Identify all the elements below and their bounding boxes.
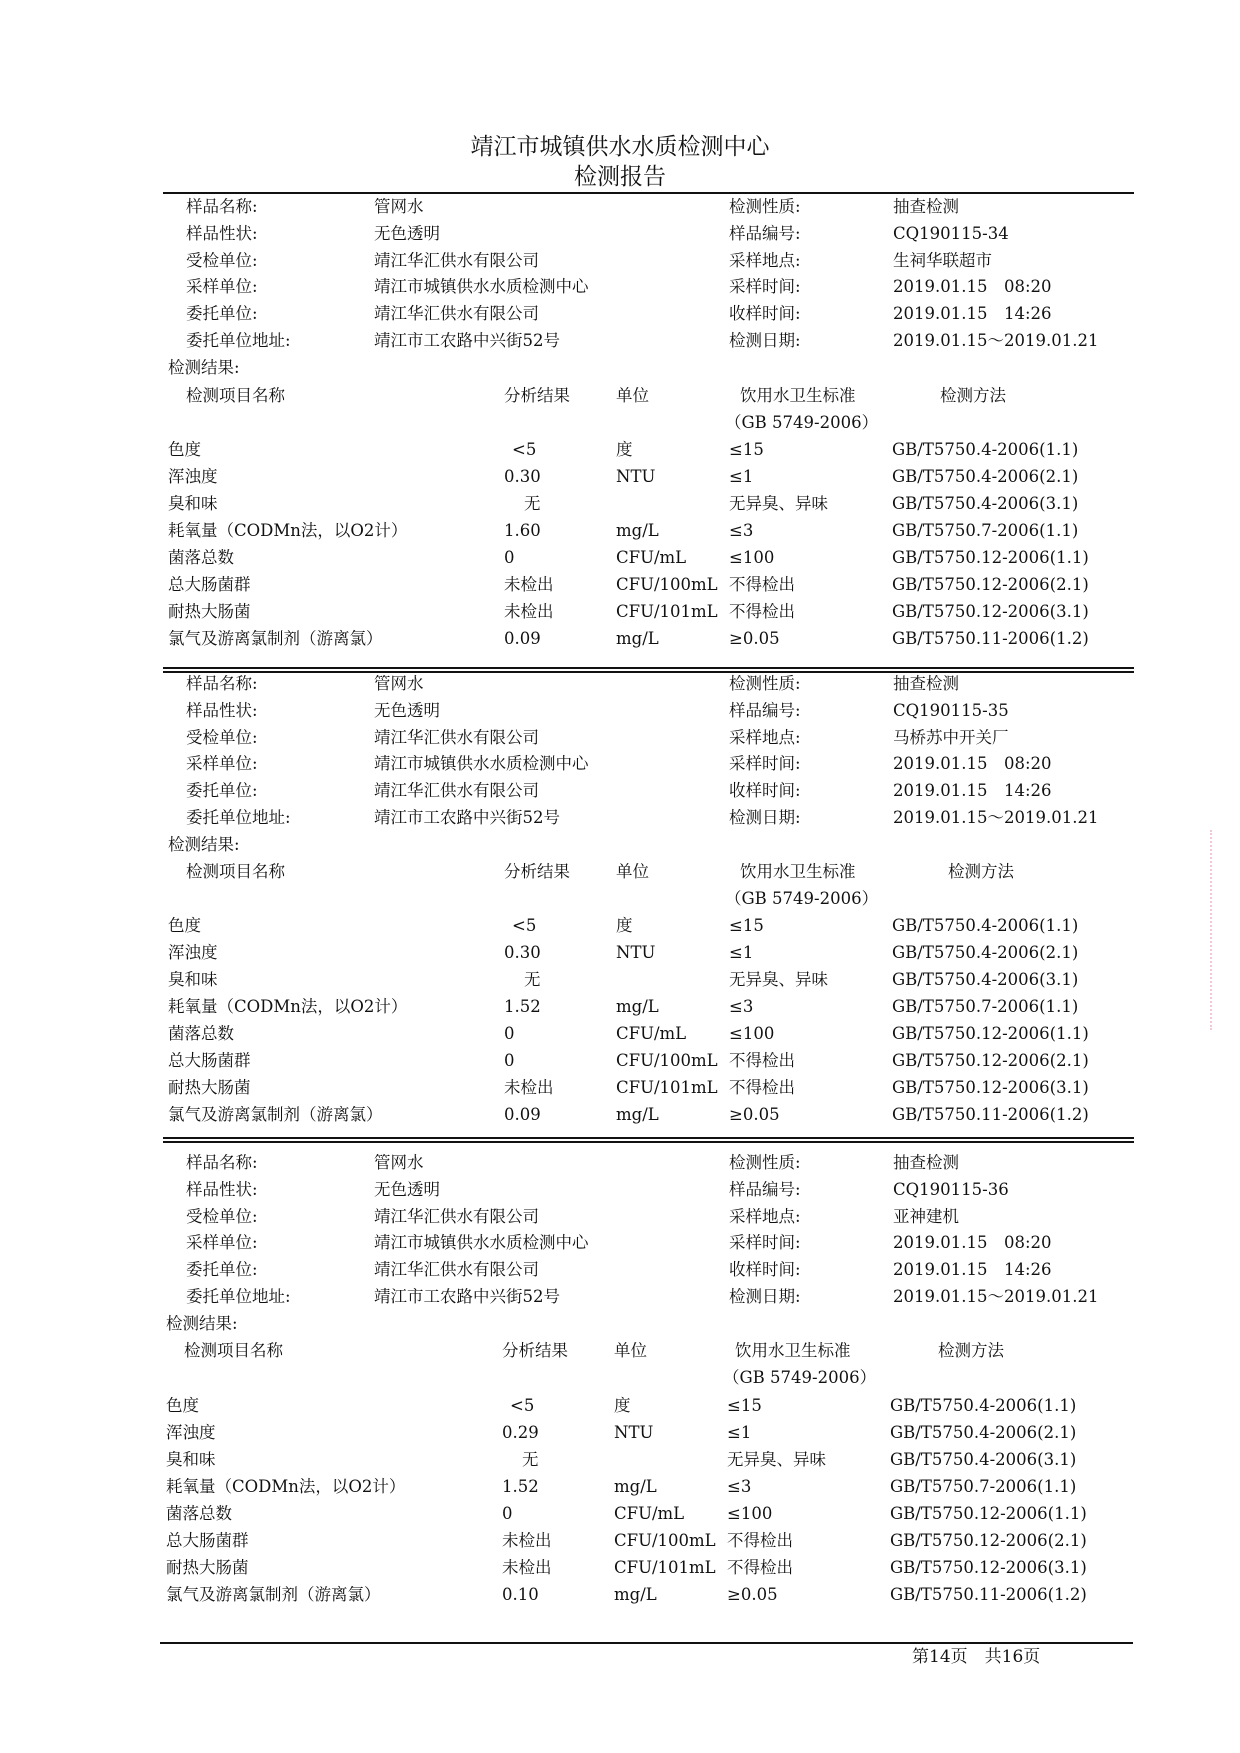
test-date-value: 2019.01.15～2019.01.21 xyxy=(893,808,1099,827)
client-address-value: 靖江市工农路中兴街52号 xyxy=(374,808,560,827)
row-standard: 不得检出 xyxy=(729,1078,795,1097)
inspected-unit-label: 受检单位: xyxy=(186,728,258,747)
inspected-unit-value: 靖江华汇供水有限公司 xyxy=(374,1207,539,1226)
inspected-unit-label: 受检单位: xyxy=(186,1207,258,1226)
receive-time-label: 收样时间: xyxy=(729,304,801,323)
row-method: GB/T5750.7-2006(1.1) xyxy=(892,521,1079,540)
row-unit: CFU/mL xyxy=(616,548,687,567)
sample-no-value: CQ190115-34 xyxy=(893,224,1009,243)
client-address-label: 委托单位地址: xyxy=(186,808,291,827)
row-result: 1.52 xyxy=(504,997,541,1016)
row-unit: CFU/101mL xyxy=(616,1078,718,1097)
row-standard: ≤15 xyxy=(729,440,764,459)
row-standard: 不得检出 xyxy=(727,1558,793,1577)
sample-no-label: 样品编号: xyxy=(729,224,801,243)
col-result-header: 分析结果 xyxy=(504,386,570,405)
page-number: 第14页 共16页 xyxy=(912,1647,1041,1667)
sampling-site-label: 采样地点: xyxy=(729,1207,801,1226)
report-title: 检测报告 xyxy=(574,164,666,190)
col-unit-header: 单位 xyxy=(616,386,649,405)
row-item: 浑浊度 xyxy=(168,943,218,962)
client-unit-value: 靖江华汇供水有限公司 xyxy=(374,1260,539,1279)
row-standard: ≥0.05 xyxy=(727,1585,778,1604)
col-method-header: 检测方法 xyxy=(940,386,1006,405)
row-result: 0 xyxy=(504,1051,515,1070)
row-result: 未检出 xyxy=(504,602,554,621)
results-label: 检测结果: xyxy=(168,835,240,854)
row-item: 总大肠菌群 xyxy=(168,1051,251,1070)
report-org-title: 靖江市城镇供水水质检测中心 xyxy=(470,134,770,160)
client-address-label: 委托单位地址: xyxy=(186,1287,291,1306)
row-standard: 无异臭、异味 xyxy=(729,494,828,513)
row-standard: ≤3 xyxy=(729,997,754,1016)
row-method: GB/T5750.12-2006(1.1) xyxy=(892,1024,1089,1043)
row-result: 0 xyxy=(504,1024,515,1043)
row-result: 0.09 xyxy=(504,629,541,648)
col-item-header: 检测项目名称 xyxy=(186,386,285,405)
sampling-unit-value: 靖江市城镇供水水质检测中心 xyxy=(374,277,589,296)
test-date-label: 检测日期: xyxy=(729,1287,801,1306)
row-method: GB/T5750.7-2006(1.1) xyxy=(892,997,1079,1016)
row-method: GB/T5750.11-2006(1.2) xyxy=(890,1585,1087,1604)
row-method: GB/T5750.12-2006(1.1) xyxy=(892,548,1089,567)
row-item: 氯气及游离氯制剂（游离氯） xyxy=(168,1105,383,1124)
row-unit: NTU xyxy=(614,1423,654,1442)
sample-name-label: 样品名称: xyxy=(186,674,258,693)
sample-no-label: 样品编号: xyxy=(729,701,801,720)
row-standard: 不得检出 xyxy=(729,602,795,621)
sampling-time-label: 采样时间: xyxy=(729,754,801,773)
row-item: 色度 xyxy=(168,916,201,935)
row-item: 耐热大肠菌 xyxy=(168,1078,251,1097)
row-standard: 不得检出 xyxy=(729,1051,795,1070)
row-item: 菌落总数 xyxy=(166,1504,232,1523)
test-date-value: 2019.01.15～2019.01.21 xyxy=(893,1287,1099,1306)
row-unit: mg/L xyxy=(616,1105,659,1124)
col-unit-header: 单位 xyxy=(616,862,649,881)
col-method-header: 检测方法 xyxy=(948,862,1014,881)
row-unit: CFU/100mL xyxy=(614,1531,716,1550)
sample-property-value: 无色透明 xyxy=(374,1180,440,1199)
row-standard: ≤100 xyxy=(729,1024,775,1043)
row-result: 0.29 xyxy=(502,1423,539,1442)
row-standard: ≥0.05 xyxy=(729,1105,780,1124)
row-result: 1.52 xyxy=(502,1477,539,1496)
row-item: 总大肠菌群 xyxy=(168,575,251,594)
row-method: GB/T5750.4-2006(1.1) xyxy=(892,916,1079,935)
row-method: GB/T5750.4-2006(2.1) xyxy=(892,467,1079,486)
test-nature-label: 检测性质: xyxy=(729,197,801,216)
col-item-header: 检测项目名称 xyxy=(186,862,285,881)
sampling-unit-value: 靖江市城镇供水水质检测中心 xyxy=(374,754,589,773)
receive-time-label: 收样时间: xyxy=(729,781,801,800)
row-unit: mg/L xyxy=(616,521,659,540)
col-result-header: 分析结果 xyxy=(502,1341,568,1360)
col-standard-header: 饮用水卫生标准 xyxy=(735,1341,851,1360)
results-label: 检测结果: xyxy=(166,1314,238,1333)
client-address-value: 靖江市工农路中兴街52号 xyxy=(374,1287,560,1306)
row-unit: CFU/100mL xyxy=(616,1051,718,1070)
sampling-unit-value: 靖江市城镇供水水质检测中心 xyxy=(374,1233,589,1252)
row-method: GB/T5750.4-2006(1.1) xyxy=(892,440,1079,459)
client-unit-label: 委托单位: xyxy=(186,1260,258,1279)
row-item: 臭和味 xyxy=(168,494,218,513)
sample-property-label: 样品性状: xyxy=(186,1180,258,1199)
receive-time-value: 2019.01.15 14:26 xyxy=(893,1260,1052,1279)
row-method: GB/T5750.4-2006(2.1) xyxy=(890,1423,1077,1442)
sample-property-value: 无色透明 xyxy=(374,701,440,720)
sampling-unit-label: 采样单位: xyxy=(186,1233,258,1252)
row-standard: ≤1 xyxy=(727,1423,752,1442)
section-divider xyxy=(163,1137,1134,1139)
sample-name-label: 样品名称: xyxy=(186,197,258,216)
row-standard: 无异臭、异味 xyxy=(729,970,828,989)
client-unit-label: 委托单位: xyxy=(186,304,258,323)
row-result: <5 xyxy=(512,440,537,459)
col-standard-ref: （GB 5749-2006） xyxy=(725,889,879,908)
row-standard: 不得检出 xyxy=(727,1531,793,1550)
row-method: GB/T5750.12-2006(2.1) xyxy=(892,1051,1089,1070)
row-result: 0.10 xyxy=(502,1585,539,1604)
row-item: 耐热大肠菌 xyxy=(168,602,251,621)
test-nature-value: 抽查检测 xyxy=(893,674,959,693)
row-item: 菌落总数 xyxy=(168,1024,234,1043)
col-item-header: 检测项目名称 xyxy=(184,1341,283,1360)
row-method: GB/T5750.12-2006(3.1) xyxy=(892,1078,1089,1097)
row-unit: CFU/101mL xyxy=(614,1558,716,1577)
test-nature-value: 抽查检测 xyxy=(893,197,959,216)
sample-property-label: 样品性状: xyxy=(186,224,258,243)
test-date-label: 检测日期: xyxy=(729,808,801,827)
client-unit-value: 靖江华汇供水有限公司 xyxy=(374,781,539,800)
sampling-site-label: 采样地点: xyxy=(729,728,801,747)
row-item: 色度 xyxy=(168,440,201,459)
row-method: GB/T5750.12-2006(3.1) xyxy=(890,1558,1087,1577)
row-standard: 不得检出 xyxy=(729,575,795,594)
sampling-site-value: 马桥苏中开关厂 xyxy=(893,728,1009,747)
row-method: GB/T5750.4-2006(3.1) xyxy=(890,1450,1077,1469)
test-date-value: 2019.01.15～2019.01.21 xyxy=(893,331,1099,350)
row-result: 0.30 xyxy=(504,943,541,962)
sample-property-value: 无色透明 xyxy=(374,224,440,243)
row-item: 耗氧量（CODMn法，以O2计） xyxy=(168,997,408,1016)
row-method: GB/T5750.4-2006(3.1) xyxy=(892,494,1079,513)
test-nature-label: 检测性质: xyxy=(729,1153,801,1172)
results-label: 检测结果: xyxy=(168,358,240,377)
sampling-site-label: 采样地点: xyxy=(729,251,801,270)
row-method: GB/T5750.4-2006(1.1) xyxy=(890,1396,1077,1415)
test-nature-value: 抽查检测 xyxy=(893,1153,959,1172)
row-result: 未检出 xyxy=(502,1531,552,1550)
row-unit: mg/L xyxy=(614,1477,657,1496)
sampling-time-value: 2019.01.15 08:20 xyxy=(893,277,1052,296)
row-item: 浑浊度 xyxy=(166,1423,216,1442)
receive-time-label: 收样时间: xyxy=(729,1260,801,1279)
row-item: 氯气及游离氯制剂（游离氯） xyxy=(166,1585,381,1604)
row-item: 耗氧量（CODMn法，以O2计） xyxy=(168,521,408,540)
sample-section-2 xyxy=(0,671,1240,1131)
sample-no-value: CQ190115-36 xyxy=(893,1180,1009,1199)
inspected-unit-value: 靖江华汇供水有限公司 xyxy=(374,251,539,270)
row-result: 1.60 xyxy=(504,521,541,540)
row-item: 菌落总数 xyxy=(168,548,234,567)
row-item: 浑浊度 xyxy=(168,467,218,486)
sample-name-value: 管网水 xyxy=(374,674,424,693)
row-result: 未检出 xyxy=(504,1078,554,1097)
row-method: GB/T5750.4-2006(3.1) xyxy=(892,970,1079,989)
row-result: 无 xyxy=(522,1450,539,1469)
row-result: <5 xyxy=(510,1396,535,1415)
section-divider xyxy=(163,667,1134,669)
footer-divider xyxy=(160,1642,1133,1644)
row-unit: NTU xyxy=(616,943,656,962)
row-unit: mg/L xyxy=(616,997,659,1016)
sample-no-label: 样品编号: xyxy=(729,1180,801,1199)
row-method: GB/T5750.12-2006(2.1) xyxy=(890,1531,1087,1550)
row-item: 臭和味 xyxy=(166,1450,216,1469)
row-item: 耗氧量（CODMn法，以O2计） xyxy=(166,1477,406,1496)
sampling-time-label: 采样时间: xyxy=(729,277,801,296)
sampling-unit-label: 采样单位: xyxy=(186,754,258,773)
sampling-time-label: 采样时间: xyxy=(729,1233,801,1252)
sample-name-value: 管网水 xyxy=(374,1153,424,1172)
sample-name-value: 管网水 xyxy=(374,197,424,216)
row-unit: 度 xyxy=(614,1396,631,1415)
row-standard: 无异臭、异味 xyxy=(727,1450,826,1469)
col-standard-ref: （GB 5749-2006） xyxy=(723,1368,877,1387)
sampling-site-value: 生祠华联超市 xyxy=(893,251,992,270)
row-standard: ≤1 xyxy=(729,943,754,962)
col-result-header: 分析结果 xyxy=(504,862,570,881)
row-result: 无 xyxy=(524,494,541,513)
row-result: 0.30 xyxy=(504,467,541,486)
row-standard: ≤1 xyxy=(729,467,754,486)
row-unit: 度 xyxy=(616,916,633,935)
col-standard-header: 饮用水卫生标准 xyxy=(740,386,856,405)
receive-time-value: 2019.01.15 14:26 xyxy=(893,304,1052,323)
sampling-site-value: 亚神建机 xyxy=(893,1207,959,1226)
row-standard: ≤15 xyxy=(729,916,764,935)
col-standard-ref: （GB 5749-2006） xyxy=(725,413,879,432)
row-item: 臭和味 xyxy=(168,970,218,989)
row-method: GB/T5750.11-2006(1.2) xyxy=(892,629,1089,648)
sample-name-label: 样品名称: xyxy=(186,1153,258,1172)
sampling-time-value: 2019.01.15 08:20 xyxy=(893,754,1052,773)
row-item: 总大肠菌群 xyxy=(166,1531,249,1550)
row-item: 耐热大肠菌 xyxy=(166,1558,249,1577)
test-date-label: 检测日期: xyxy=(729,331,801,350)
test-nature-label: 检测性质: xyxy=(729,674,801,693)
row-result: 未检出 xyxy=(502,1558,552,1577)
client-unit-label: 委托单位: xyxy=(186,781,258,800)
row-standard: ≤100 xyxy=(727,1504,773,1523)
sampling-time-value: 2019.01.15 08:20 xyxy=(893,1233,1052,1252)
row-method: GB/T5750.12-2006(3.1) xyxy=(892,602,1089,621)
row-item: 色度 xyxy=(166,1396,199,1415)
row-method: GB/T5750.4-2006(2.1) xyxy=(892,943,1079,962)
row-standard: ≤3 xyxy=(727,1477,752,1496)
sample-section-3 xyxy=(0,1150,1240,1610)
row-method: GB/T5750.7-2006(1.1) xyxy=(890,1477,1077,1496)
row-item: 氯气及游离氯制剂（游离氯） xyxy=(168,629,383,648)
row-result: <5 xyxy=(512,916,537,935)
receive-time-value: 2019.01.15 14:26 xyxy=(893,781,1052,800)
sample-section-1 xyxy=(0,194,1240,654)
sample-property-label: 样品性状: xyxy=(186,701,258,720)
col-unit-header: 单位 xyxy=(614,1341,647,1360)
row-standard: ≤15 xyxy=(727,1396,762,1415)
row-result: 无 xyxy=(524,970,541,989)
col-method-header: 检测方法 xyxy=(938,1341,1004,1360)
inspected-unit-value: 靖江华汇供水有限公司 xyxy=(374,728,539,747)
seal-stamp-edge xyxy=(1210,830,1240,1030)
row-standard: ≤100 xyxy=(729,548,775,567)
row-unit: CFU/mL xyxy=(614,1504,685,1523)
inspected-unit-label: 受检单位: xyxy=(186,251,258,270)
row-standard: ≥0.05 xyxy=(729,629,780,648)
row-unit: CFU/101mL xyxy=(616,602,718,621)
sampling-unit-label: 采样单位: xyxy=(186,277,258,296)
client-unit-value: 靖江华汇供水有限公司 xyxy=(374,304,539,323)
row-result: 0 xyxy=(502,1504,513,1523)
row-result: 未检出 xyxy=(504,575,554,594)
row-unit: NTU xyxy=(616,467,656,486)
row-result: 0 xyxy=(504,548,515,567)
row-unit: CFU/mL xyxy=(616,1024,687,1043)
row-method: GB/T5750.12-2006(1.1) xyxy=(890,1504,1087,1523)
client-address-label: 委托单位地址: xyxy=(186,331,291,350)
row-result: 0.09 xyxy=(504,1105,541,1124)
client-address-value: 靖江市工农路中兴街52号 xyxy=(374,331,560,350)
row-unit: CFU/100mL xyxy=(616,575,718,594)
row-unit: mg/L xyxy=(614,1585,657,1604)
sample-no-value: CQ190115-35 xyxy=(893,701,1009,720)
row-standard: ≤3 xyxy=(729,521,754,540)
section-divider xyxy=(163,1141,1134,1143)
row-unit: 度 xyxy=(616,440,633,459)
row-method: GB/T5750.11-2006(1.2) xyxy=(892,1105,1089,1124)
row-method: GB/T5750.12-2006(2.1) xyxy=(892,575,1089,594)
row-unit: mg/L xyxy=(616,629,659,648)
col-standard-header: 饮用水卫生标准 xyxy=(740,862,856,881)
